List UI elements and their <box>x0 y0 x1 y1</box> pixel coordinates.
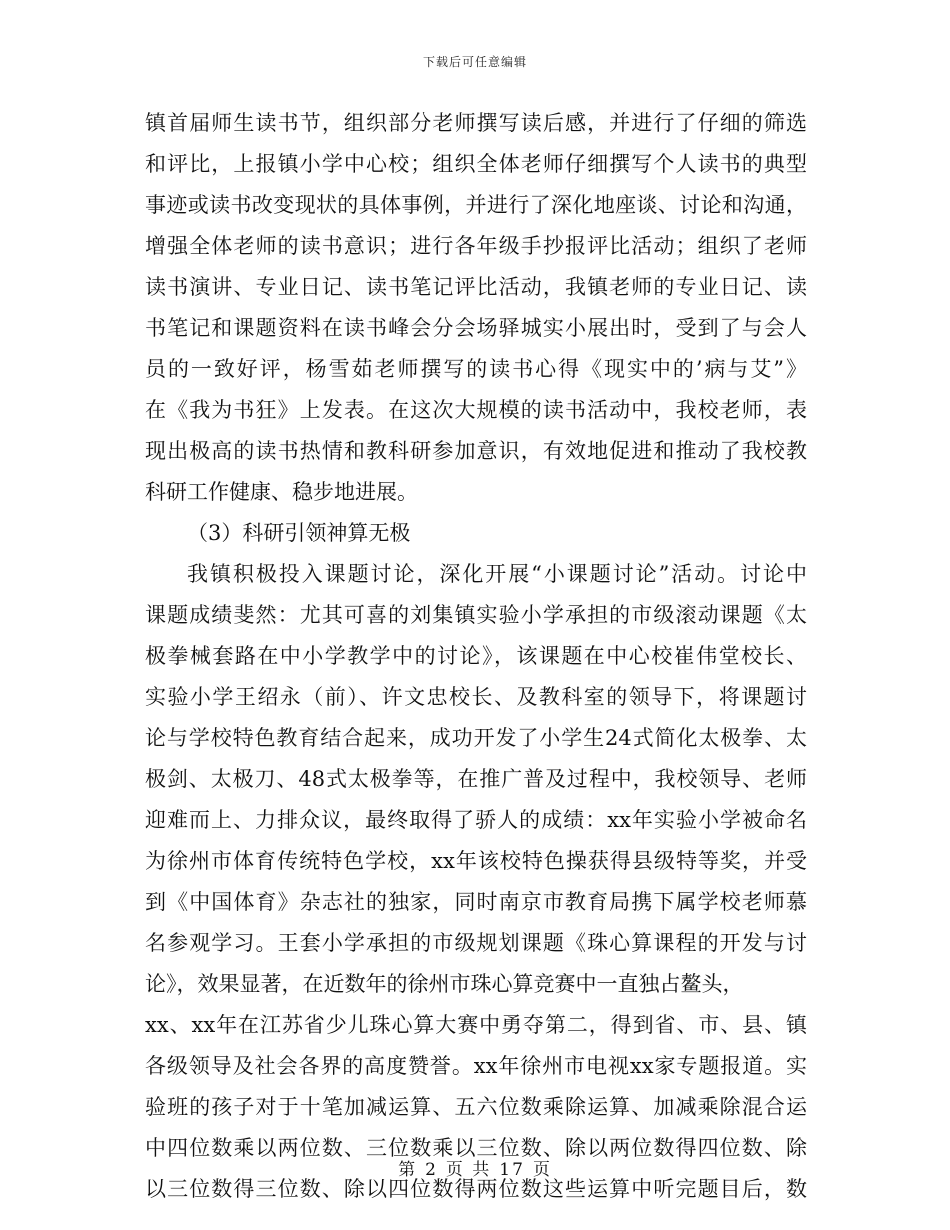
text-line: 迎难而上、力排众议，最终取得了骄人的成绩：xx年实验小学被命名 <box>145 808 807 832</box>
text-line: 增强全体老师的读书意识；进行各年级手抄报评比活动；组织了老师 <box>145 234 807 258</box>
text-line: 科研工作健康、稳步地进展。 <box>145 480 418 504</box>
text-line: 各级领导及社会各界的高度赞誉。xx年徐州市电视xx家专题报道。实 <box>145 1054 807 1078</box>
text-line: 论与学校特色教育结合起来，成功开发了小学生24式简化太极拳、太 <box>145 726 807 750</box>
text-line: 员的一致好评，杨雪茹老师撰写的读书心得《现实中的’病与艾”》 <box>145 357 807 381</box>
text-line: 极剑、太极刀、48式太极拳等，在推广普及过程中，我校领导、老师 <box>145 767 807 791</box>
text-line: 验班的孩子对于十笔加减运算、五六位数乘除运算、加减乘除混合运 <box>145 1095 807 1119</box>
text-line: 以三位数得三位数、除以四位数得两位数这些运算中听完题目后，数 <box>145 1177 807 1201</box>
text-line: 读书演讲、专业日记、读书笔记评比活动，我镇老师的专业日记、读 <box>145 275 807 299</box>
page-number: 2 <box>425 1160 438 1180</box>
footer-suffix: 页 <box>532 1160 552 1180</box>
footer-prefix: 第 <box>398 1160 418 1180</box>
text-line: 课题成绩斐然：尤其可喜的刘集镇实验小学承担的市级滚动课题《太 <box>145 603 807 627</box>
paragraph-research-projects <box>145 554 807 1210</box>
text-line: 实验小学王绍永（前）、许文忠校长、及教科室的领导下，将课题讨 <box>145 685 807 709</box>
text-line: 我镇积极投入课题讨论，深化开展“小课题讨论”活动。讨论中 <box>187 562 807 586</box>
text-line: 为徐州市体育传统特色学校，xx年该校特色操获得县级特等奖，并受 <box>145 849 807 873</box>
text-line: 和评比，上报镇小学中心校；组织全体老师仔细撰写个人读书的典型 <box>145 152 807 176</box>
total-pages: 17 <box>499 1160 525 1180</box>
text-line: 论》，效果显著，在近数年的徐州市珠心算竞赛中一直独占鳌头， <box>145 972 744 996</box>
page-footer <box>0 1155 950 1180</box>
text-line: 书笔记和课题资料在读书峰会分会场驿城实小展出时，受到了与会人 <box>145 316 807 340</box>
paragraph-reading-festival <box>145 103 807 513</box>
text-line: 到《中国体育》杂志社的独家，同时南京市教育局携下属学校老师慕 <box>145 890 807 914</box>
text-line: 中四位数乘以两位数、三位数乘以三位数、除以两位数得四位数、除 <box>145 1136 807 1160</box>
section-heading: （3）科研引领神算无极 <box>187 521 411 545</box>
document-body <box>145 103 807 1210</box>
text-line: 现出极高的读书热情和教科研参加意识，有效地促进和推动了我校教 <box>145 439 807 463</box>
text-line: 极拳械套路在中小学教学中的讨论》，该课题在中心校崔伟堂校长、 <box>145 644 807 668</box>
text-line: xx、xx年在江苏省少儿珠心算大赛中勇夺第二，得到省、市、县、镇 <box>145 1013 807 1037</box>
text-line: 事迹或读书改变现状的具体事例，并进行了深化地座谈、讨论和沟通， <box>145 193 807 217</box>
page-header: 下载后可任意编辑 <box>422 55 527 69</box>
text-line: 在《我为书狂》上发表。在这次大规模的读书活动中，我校老师，表 <box>145 398 807 422</box>
text-line: 镇首届师生读书节，组织部分老师撰写读后感，并进行了仔细的筛选 <box>145 111 807 135</box>
text-line: 名参观学习。王套小学承担的市级规划课题《珠心算课程的开发与讨 <box>145 931 807 955</box>
footer-middle: 页 共 <box>445 1160 492 1180</box>
